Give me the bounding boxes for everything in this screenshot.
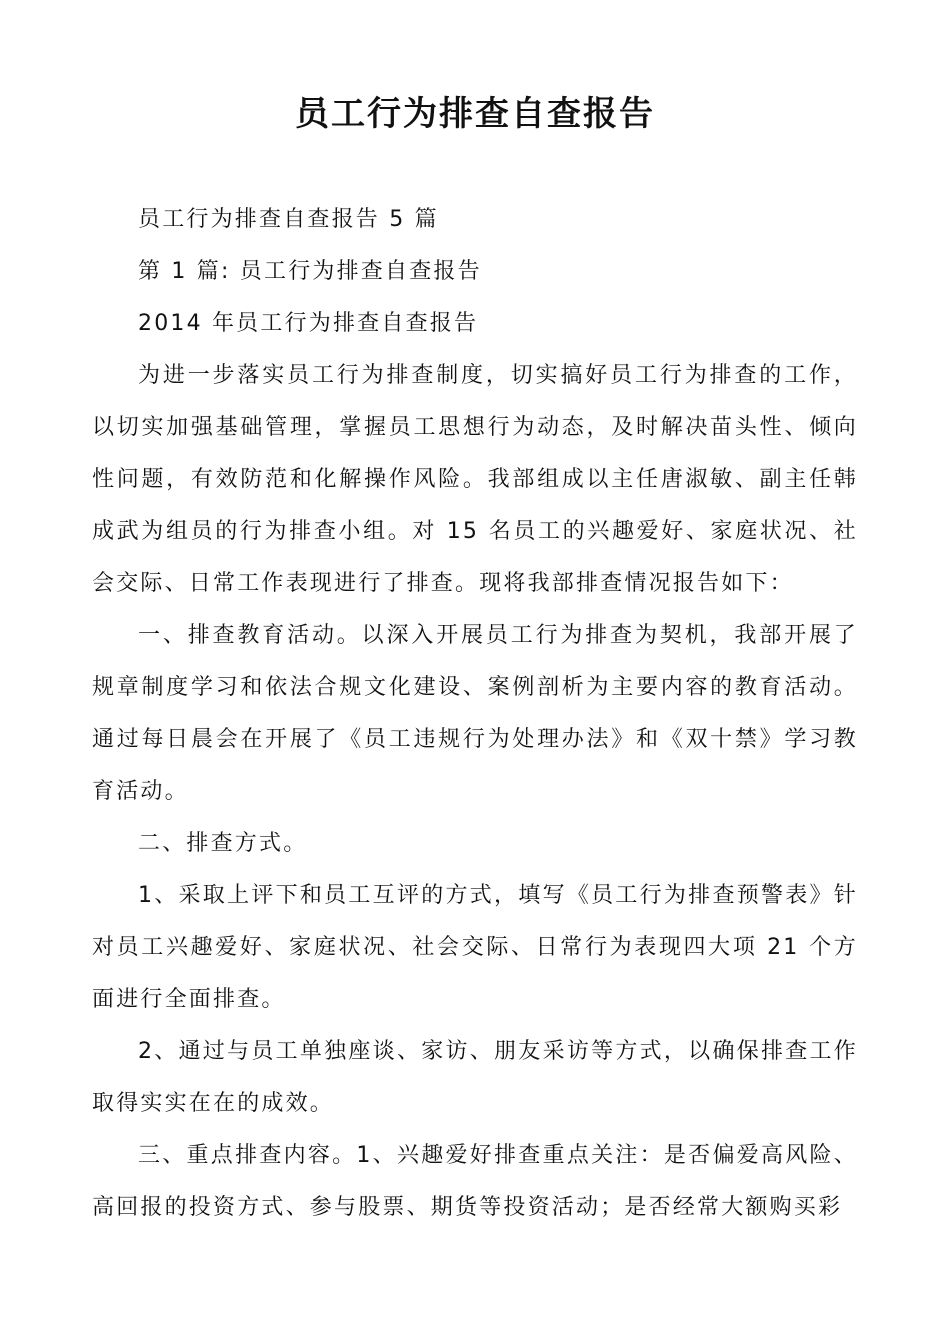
paragraph-section-2-heading: 二、排查方式。 [138, 831, 308, 856]
paragraph-method-1: 1、采取上评下和员工互评的方式，填写《员工行为排查预警表》针对员工兴趣爱好、家庭状况、社会交际、日常行为表现四大项 21 个方面进行全面排查。 [92, 883, 858, 1012]
paragraph-intro: 为进一步落实员工行为排查制度，切实搞好员工行为排查的工作，以切实加强基础管理，掌握员工思想行为动态，及时解决苗头性、倾向性问题，有效防范和化解操作风险。我部组成以主任唐淑敏、副主任韩成武为组员的行为排查小组。对 15 名员工的兴趣爱好、家庭状况、社会交际、日常工作表现进行了排查。现将我部排查情况报告如下： [92, 363, 858, 596]
paragraph-method-2: 2、通过与员工单独座谈、家访、朋友采访等方式，以确保排查工作取得实实在在的成效。 [92, 1039, 858, 1116]
paragraph-subtitle: 员工行为排查自查报告 5 篇 [138, 207, 439, 232]
paragraph-section-3: 三、重点排查内容。1、兴趣爱好排查重点关注：是否偏爱高风险、高回报的投资方式、参与股票、期货等投资活动；是否经常大额购买彩 [92, 1143, 858, 1220]
document-body [92, 194, 858, 1234]
paragraph-part-heading: 第 1 篇: 员工行为排查自查报告 [138, 259, 482, 284]
paragraph-section-1: 一、排查教育活动。以深入开展员工行为排查为契机，我部开展了规章制度学习和依法合规文化建设、案例剖析为主要内容的教育活动。通过每日晨会在开展了《员工违规行为处理办法》和《双十禁》学习教育活动。 [92, 623, 858, 804]
document-title: 员工行为排查自查报告 [295, 94, 655, 134]
paragraph-report-heading: 2014 年员工行为排查自查报告 [138, 311, 479, 336]
